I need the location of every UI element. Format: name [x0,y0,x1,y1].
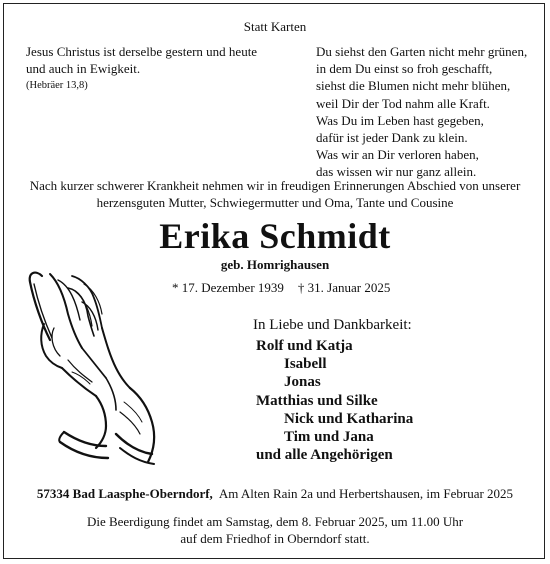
location-line [0,486,550,502]
location-place: 57334 Bad Laasphe-Oberndorf, [36,486,213,501]
poem-line: Was wir an Dir verloren haben, [316,147,479,163]
funeral-line: Die Beerdigung findet am Samstag, dem 8. Februar 2025, um 11.00 Uhr [86,514,464,529]
deceased-name: Erika Schmidt [159,216,391,256]
poem-line: weil Dir der Tod nahm alle Kraft. [316,95,490,111]
mourner-name: Rolf und Katja [256,338,353,354]
poem-line: dafür ist jeder Dank zu klein. [316,130,468,146]
mourner-name: Nick und Katharina [284,410,414,427]
poem [316,43,527,181]
bible-verse-line: Jesus Christus ist derselbe gestern und heute [26,44,258,59]
life-dates [172,280,404,296]
poem-line: das wissen wir nur ganz allein. [316,164,477,180]
mourner-name: Jonas [284,374,321,391]
death-date: † 31. Januar 2025 [297,280,391,295]
poem-line: Was Du im Leben hast gegeben, [316,112,484,128]
mourner-name: Tim und Jana [284,429,374,446]
mourner-name: Isabell [284,356,327,373]
location-details: Am Alten Rain 2a und Herbertshausen, im Februar 2025 [218,486,514,501]
poem-line: Du siehst den Garten nicht mehr grünen, [316,44,528,59]
funeral-line: auf dem Friedhof in Oberndorf statt. [180,531,370,546]
header-statt-karten: Statt Karten [243,19,307,34]
funeral-info [0,513,550,547]
birth-name: geb. Homrighausen [220,257,330,272]
birth-date: * 17. Dezember 1939 [172,280,284,295]
poem-line: in dem Du einst so froh geschafft, [316,61,493,77]
poem-line: siehst die Blumen nicht mehr blühen, [316,78,511,94]
mourner-name: und alle Angehörigen [256,447,393,464]
praying-hands-icon [20,262,170,470]
bible-verse-line: und auch in Ewigkeit. [26,61,141,76]
bible-verse-reference: (Hebräer 13,8) [26,80,88,91]
intro-line: Nach kurzer schwerer Krankheit nehmen wir in freudigen Erinnerungen Abschied von unserer [29,178,521,193]
intro-text [0,177,550,211]
intro-line: herzensguten Mutter, Schwiegermutter und Oma, Tante und Cousine [96,195,454,210]
bible-verse [26,43,257,77]
mourners-heading: In Liebe und Dankbarkeit: [253,317,412,333]
mourners-list [256,337,413,464]
mourner-name: Matthias und Silke [256,392,378,409]
